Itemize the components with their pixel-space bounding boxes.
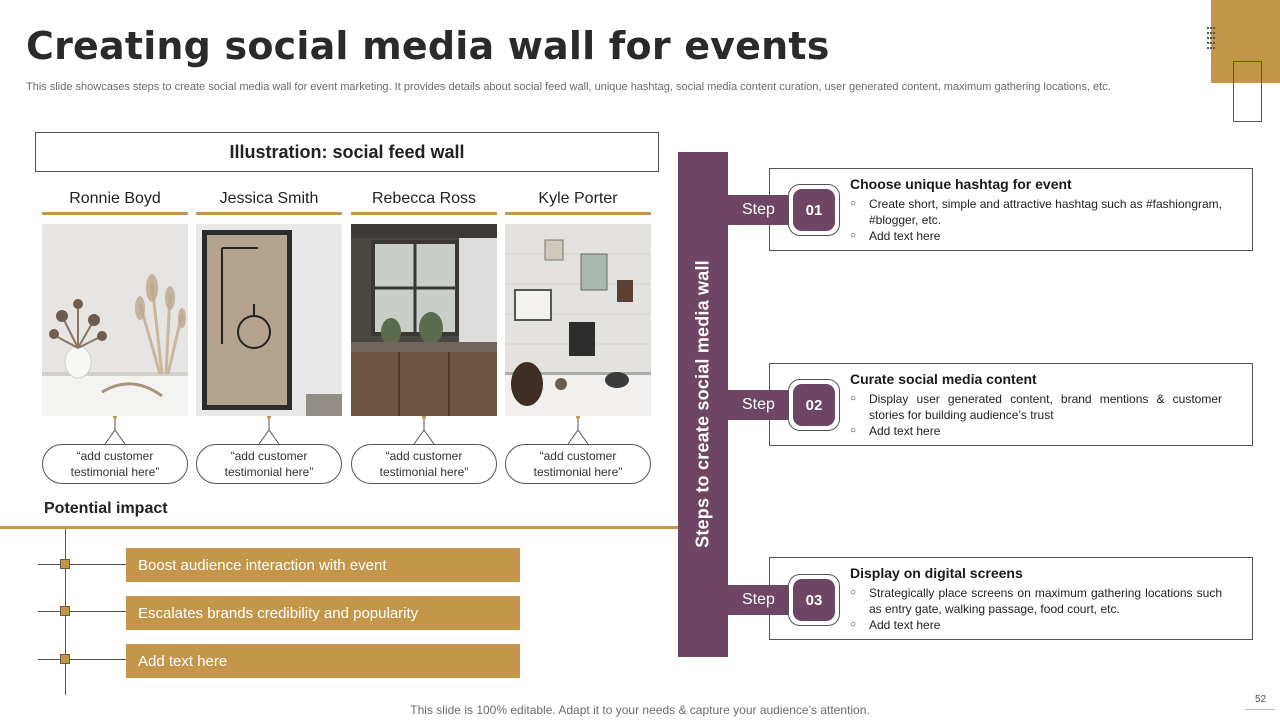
step-number-badge	[788, 574, 840, 626]
page-number: 52	[1255, 694, 1267, 705]
photo-gallery-wall	[505, 224, 651, 416]
step-card	[769, 168, 1253, 251]
bullet-text: Add text here	[869, 618, 941, 632]
person-name: Ronnie Boyd	[69, 190, 161, 207]
bullet-circle-icon: ○	[850, 619, 857, 630]
step-heading: Choose unique hashtag for event	[850, 176, 1072, 192]
testimonial-bubble: “add customer testimonial here”	[505, 444, 651, 484]
bullet-circle-icon: ○	[850, 393, 857, 404]
step-bullet-list	[850, 391, 1222, 439]
bullet-item	[850, 391, 1222, 423]
bullet-item	[850, 228, 1222, 244]
impact-connector-line	[38, 659, 126, 660]
bullet-text: Strategically place screens on maximum gathering locations such as entry gate, walking passage, food court, etc.	[869, 586, 1222, 616]
impact-node	[60, 559, 70, 569]
step-heading: Display on digital screens	[850, 565, 1023, 581]
step-card	[769, 557, 1253, 640]
testimonial-bubble: “add customer testimonial here”	[42, 444, 188, 484]
impact-connector-line	[38, 611, 126, 612]
impact-connector-line	[38, 564, 126, 565]
decorative-outline-rect	[1233, 61, 1262, 122]
illustration-heading: Illustration: social feed wall	[35, 132, 659, 172]
page-number-rule	[1245, 709, 1275, 710]
bullet-text: Display user generated content, brand mentions & customer stories for building audience’s trust	[869, 392, 1222, 422]
step-tab: Step	[728, 585, 790, 615]
steps-bar-label: Steps to create social media wall	[692, 260, 713, 548]
slide-footer-note: This slide is 100% editable. Adapt it to your needs & capture your audience’s attention.	[410, 703, 870, 717]
photo-kitchen-window	[351, 224, 497, 416]
step-number-badge	[788, 184, 840, 236]
testimonial-bubble: “add customer testimonial here”	[196, 444, 342, 484]
impact-node	[60, 606, 70, 616]
testimonial-connector	[505, 416, 651, 444]
bullet-item	[850, 585, 1222, 617]
step-heading: Curate social media content	[850, 371, 1037, 387]
photo-framed-line-art	[196, 224, 342, 416]
step-number-badge	[788, 379, 840, 431]
step-bullet-list	[850, 585, 1222, 633]
bullet-circle-icon: ○	[850, 230, 857, 241]
testimonial-bubble: “add customer testimonial here”	[351, 444, 497, 484]
bullet-circle-icon: ○	[850, 587, 857, 598]
impact-node	[60, 654, 70, 664]
potential-impact-title: Potential impact	[44, 500, 168, 517]
testimonial-connector	[196, 416, 342, 444]
step-card	[769, 363, 1253, 446]
bullet-circle-icon: ○	[850, 425, 857, 436]
testimonial-connector	[42, 416, 188, 444]
step-tab: Step	[728, 195, 790, 225]
testimonial-connector	[351, 416, 497, 444]
page-subtitle: This slide showcases steps to create social media wall for event marketing. It provides details about social feed wall, unique hashtag, social media content curation, user generated content, maximum gathering locations, etc.	[26, 81, 1111, 93]
bullet-item	[850, 617, 1222, 633]
bullet-item	[850, 196, 1222, 228]
person-name: Jessica Smith	[219, 190, 319, 207]
bullet-text: Add text here	[869, 229, 941, 243]
person-name: Kyle Porter	[538, 190, 618, 207]
name-underline	[351, 212, 497, 215]
bullet-circle-icon: ○	[850, 198, 857, 209]
photo-dried-flowers-vase	[42, 224, 188, 416]
name-underline	[196, 212, 342, 215]
impact-item: Boost audience interaction with event	[126, 548, 520, 582]
bullet-text: Create short, simple and attractive hashtag such as #fashiongram, #blogger, etc.	[869, 197, 1222, 227]
step-number: 02	[793, 384, 835, 426]
step-tab: Step	[728, 390, 790, 420]
step-number: 01	[793, 189, 835, 231]
step-bullet-list	[850, 196, 1222, 244]
impact-item: Add text here	[126, 644, 520, 678]
name-underline	[505, 212, 651, 215]
person-name: Rebecca Ross	[371, 190, 477, 207]
bullet-text: Add text here	[869, 424, 941, 438]
bullet-item	[850, 423, 1222, 439]
name-underline	[42, 212, 188, 215]
step-number: 03	[793, 579, 835, 621]
potential-impact-rule	[0, 526, 678, 529]
decorative-dots	[1207, 27, 1215, 52]
impact-item: Escalates brands credibility and popularity	[126, 596, 520, 630]
page-title: Creating social media wall for events	[26, 24, 830, 68]
